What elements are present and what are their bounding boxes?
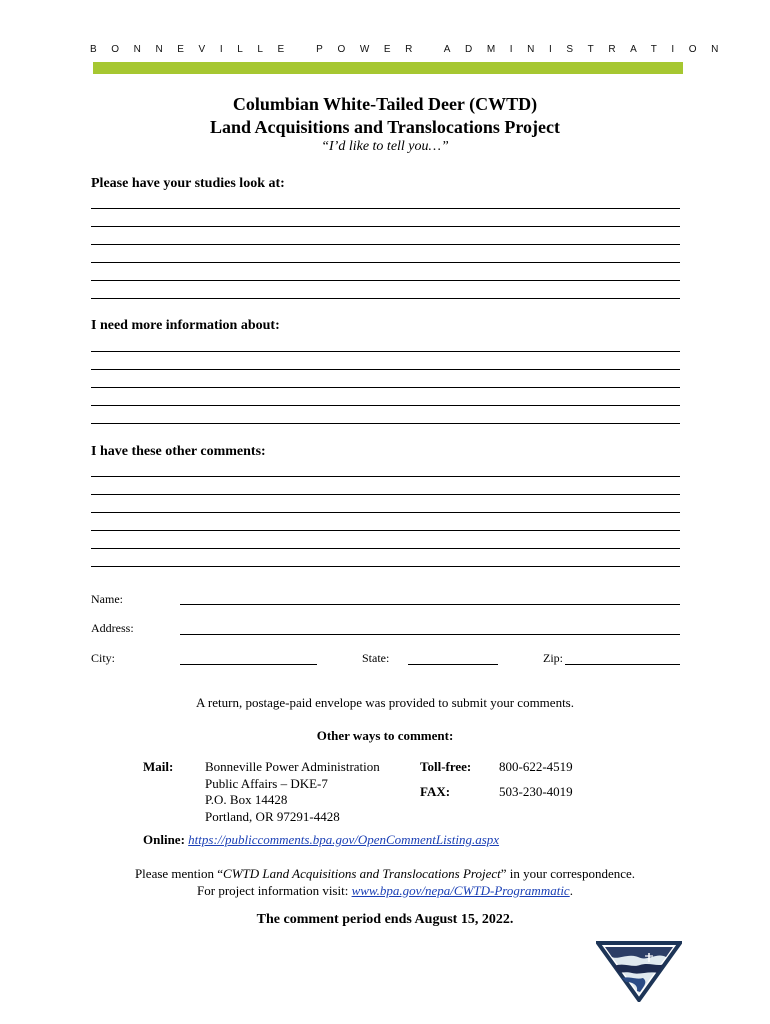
state-label: State: (362, 651, 390, 665)
page-title-line-2: Land Acquisitions and Translocations Project (209, 117, 561, 137)
studies-prompt: Please have your studies look at: (91, 176, 285, 191)
mail-address-line: Portland, OR 97291-4428 (205, 808, 340, 824)
writing-line[interactable] (91, 387, 680, 388)
address-label: Address: (91, 621, 134, 635)
mail-address-line: Public Affairs – DKE-7 (205, 775, 328, 791)
city-field[interactable] (180, 664, 317, 665)
writing-line[interactable] (91, 423, 680, 424)
page-subtitle: “I’d like to tell you…” (321, 139, 449, 154)
writing-line[interactable] (91, 548, 680, 549)
tollfree-number: 800-622-4519 (499, 759, 573, 774)
name-label: Name: (91, 592, 123, 606)
writing-line[interactable] (91, 494, 680, 495)
writing-line[interactable] (91, 530, 680, 531)
writing-line[interactable] (91, 280, 680, 281)
address-field[interactable] (180, 634, 680, 635)
fax-label: FAX: (420, 784, 451, 799)
writing-line[interactable] (91, 208, 680, 209)
state-field[interactable] (408, 664, 498, 665)
mention-project: CWTD Land Acquisitions and Translocations Project (223, 866, 501, 881)
online-comment-link[interactable]: https://publiccomments.bpa.gov/OpenCommentListing.aspx (188, 832, 500, 847)
writing-line[interactable] (91, 244, 680, 245)
zip-label: Zip: (543, 651, 563, 665)
header-accent-bar (93, 62, 683, 74)
comments-prompt: I have these other comments: (91, 444, 266, 459)
writing-line[interactable] (91, 369, 680, 370)
bpa-triangle-logo-icon (596, 940, 682, 1002)
mail-label: Mail: (143, 759, 174, 774)
name-field[interactable] (180, 604, 680, 605)
info-prompt: I need more information about: (91, 318, 280, 333)
organization-name: BONNEVILLE POWER ADMINISTRATION (90, 44, 734, 55)
writing-line[interactable] (91, 262, 680, 263)
writing-line[interactable] (91, 476, 680, 477)
zip-field[interactable] (565, 664, 680, 665)
project-info-prefix: For project information visit: (197, 883, 352, 898)
writing-line[interactable] (91, 298, 680, 299)
mention-prefix: Please mention “ (134, 866, 224, 881)
mention-suffix: ” in your correspondence. (500, 866, 636, 881)
project-info-suffix: . (569, 883, 573, 898)
city-label: City: (91, 651, 116, 665)
project-info-link[interactable]: www.bpa.gov/nepa/CWTD-Programmatic (351, 883, 570, 898)
online-row (143, 832, 499, 849)
writing-line[interactable] (91, 351, 680, 352)
online-label: Online: (143, 832, 185, 847)
project-info-note (0, 883, 770, 899)
writing-line[interactable] (91, 566, 680, 567)
writing-line[interactable] (91, 405, 680, 406)
writing-line[interactable] (91, 512, 680, 513)
fax-number: 503-230-4019 (499, 784, 573, 799)
mail-address-line: P.O. Box 14428 (205, 792, 288, 807)
deadline-note: The comment period ends August 15, 2022. (256, 912, 514, 927)
other-ways-heading: Other ways to comment: (316, 728, 454, 743)
envelope-note: A return, postage-paid envelope was provided to submit your comments. (195, 695, 574, 710)
mail-address-line: Bonneville Power Administration (205, 759, 380, 774)
page-title: Columbian White-Tailed Deer (CWTD) (232, 94, 538, 114)
tollfree-label: Toll-free: (420, 759, 472, 774)
writing-line[interactable] (91, 226, 680, 227)
mail-address (205, 759, 380, 825)
mention-note (0, 866, 770, 882)
